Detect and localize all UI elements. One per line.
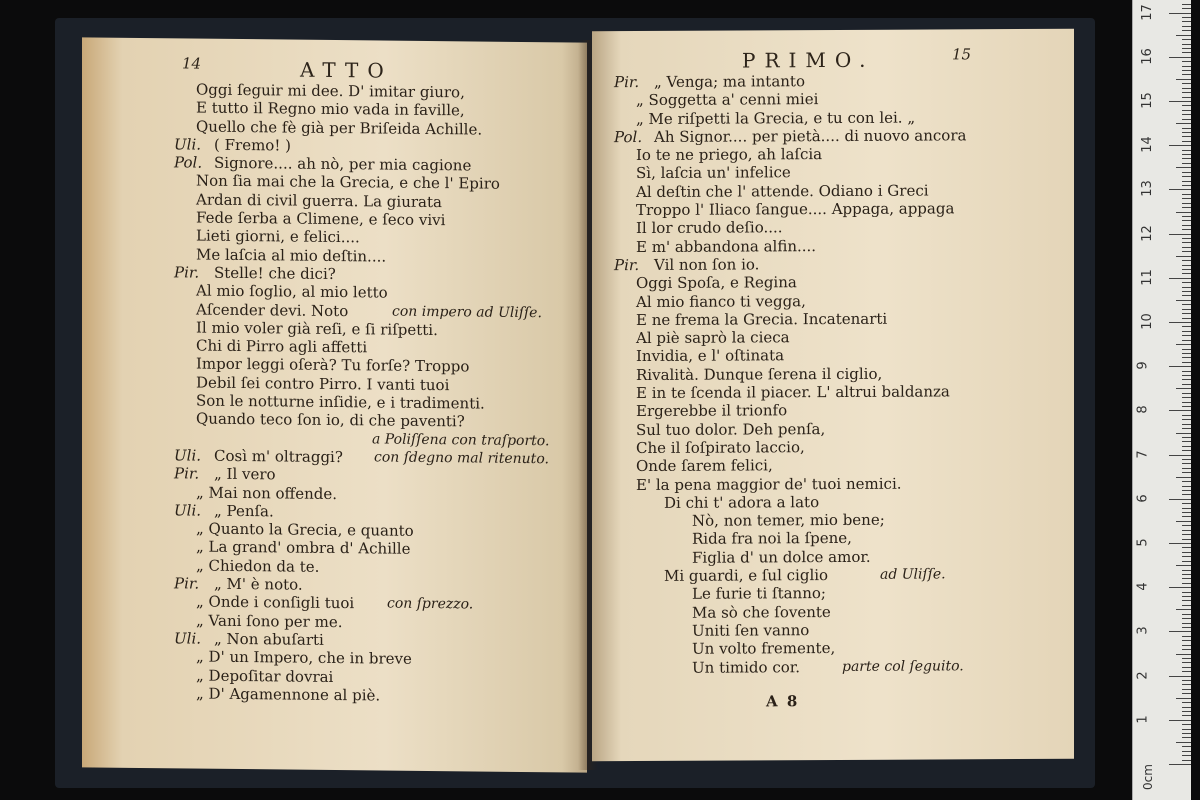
- ruler-tick: [1182, 136, 1191, 137]
- ruler-tick: [1182, 4, 1191, 5]
- ruler-tick: [1182, 119, 1191, 120]
- ruler-tick: [1182, 645, 1191, 646]
- ruler-tick: [1182, 424, 1191, 425]
- ruler-number: 13: [1139, 180, 1155, 198]
- ruler-tick: [1182, 88, 1191, 89]
- ruler-tick: [1169, 499, 1191, 500]
- ruler-tick: [1182, 39, 1191, 40]
- ruler-unit-label: 0cm: [1140, 764, 1155, 790]
- speaker-label: Uli.: [174, 135, 202, 154]
- verse-text: Al mio fianco ti vegga,: [636, 291, 806, 311]
- ruler-tick: [1182, 163, 1191, 164]
- ruler-tick: [1182, 733, 1191, 734]
- ruler-tick: [1182, 44, 1191, 45]
- verse-text: E ne frema la Grecia. Incatenarti: [636, 309, 888, 329]
- verse-text: „ Depoſitar dovrai: [196, 666, 334, 686]
- ruler-tick: [1182, 446, 1191, 447]
- speaker-label: Uli.: [174, 446, 202, 465]
- right-page: [592, 29, 1074, 762]
- ruler-tick: [1169, 322, 1191, 323]
- ruler-number: 4: [1135, 582, 1151, 591]
- catchword: A 8: [766, 692, 800, 711]
- speaker-label: Pir.: [174, 464, 200, 483]
- verse-text: Fede ſerba a Climene, e ſeco vivi: [196, 208, 446, 230]
- verse-text: E' la pena maggior de' tuoi nemici.: [636, 474, 902, 494]
- speaker-label: Uli.: [174, 501, 202, 520]
- ruler-number: 11: [1139, 269, 1155, 286]
- ruler-tick: [1182, 375, 1191, 376]
- verse-text: Che il ſoſpirato laccio,: [636, 438, 805, 457]
- verse-text: E m' abbandona alfin....: [636, 236, 817, 256]
- ruler-tick: [1182, 402, 1191, 403]
- ruler-tick: [1182, 415, 1191, 416]
- left-page: [82, 37, 587, 772]
- stage-direction: con ſprezzo.: [387, 595, 474, 613]
- verse-text: Signore.... ah nò, per mia cagione: [214, 153, 472, 175]
- verse-text: „ Vani ſono per me.: [196, 611, 343, 631]
- ruler-tick: [1176, 300, 1191, 301]
- right-text-block: [592, 71, 1074, 677]
- ruler-tick: [1182, 490, 1191, 491]
- ruler-tick: [1182, 667, 1191, 668]
- ruler-number: 5: [1135, 538, 1151, 547]
- ruler-tick: [1182, 578, 1191, 579]
- ruler-tick: [1176, 344, 1191, 345]
- ruler-tick: [1182, 92, 1191, 93]
- verse-text: Al piè saprò la cieca: [636, 328, 790, 348]
- ruler-number: 1: [1135, 715, 1151, 724]
- ruler-tick: [1182, 556, 1191, 557]
- ruler-tick: [1182, 751, 1191, 752]
- ruler-tick: [1182, 746, 1191, 747]
- ruler-tick: [1182, 636, 1191, 637]
- verse-text: Io te ne priego, ah laſcia: [636, 145, 823, 165]
- measuring-ruler: [1132, 0, 1191, 800]
- ruler-tick: [1182, 468, 1191, 469]
- ruler-tick: [1182, 340, 1191, 341]
- ruler-tick: [1182, 525, 1191, 526]
- ruler-tick: [1182, 570, 1191, 571]
- ruler-tick: [1182, 185, 1191, 186]
- ruler-tick: [1176, 521, 1191, 522]
- verse-text: Invidia, e l' oſtinata: [636, 346, 785, 366]
- verse-text: Nò, non temer, mio bene;: [692, 510, 885, 530]
- verse-text: Le furie ti ſtanno;: [692, 584, 826, 604]
- ruler-tick: [1182, 684, 1191, 685]
- verse-text: Me laſcia al mio deſtin....: [196, 245, 387, 266]
- ruler-tick: [1182, 238, 1191, 239]
- verse-text: „ M' è noto.: [214, 574, 303, 594]
- verse-text: „ Me riſpetti la Grecia, e tu con lei. „: [636, 108, 916, 128]
- ruler-tick: [1176, 79, 1191, 80]
- ruler-tick: [1182, 61, 1191, 62]
- ruler-tick: [1182, 662, 1191, 663]
- ruler-tick: [1169, 410, 1191, 411]
- ruler-tick: [1176, 698, 1191, 699]
- ruler-tick: [1182, 313, 1191, 314]
- ruler-tick: [1176, 477, 1191, 478]
- ruler-tick: [1182, 242, 1191, 243]
- verse-text: „ Il vero: [214, 464, 276, 484]
- ruler-tick: [1182, 194, 1191, 195]
- ruler-tick: [1182, 486, 1191, 487]
- ruler-tick: [1182, 379, 1191, 380]
- verse-text: „ D' Agamennone al piè.: [196, 684, 381, 705]
- verse-text: Oggi Spoſa, e Regina: [636, 273, 797, 293]
- ruler-tick: [1182, 8, 1191, 9]
- verse-text: Sul tuo dolor. Deh penſa,: [636, 419, 826, 439]
- ruler-tick: [1182, 150, 1191, 151]
- verse-text: Un timido cor.: [692, 657, 801, 677]
- ruler-tick: [1176, 123, 1191, 124]
- ruler-tick: [1182, 623, 1191, 624]
- ruler-tick: [1182, 689, 1191, 690]
- ruler-tick: [1182, 702, 1191, 703]
- ruler-tick: [1182, 260, 1191, 261]
- verse-text: E tutto il Regno mio vada in faville,: [196, 98, 465, 120]
- verse-text: E in te ſcenda il piacer. L' altrui baldanza: [636, 382, 950, 403]
- ruler-tick: [1182, 172, 1191, 173]
- ruler-tick: [1182, 393, 1191, 394]
- ruler-tick: [1182, 406, 1191, 407]
- ruler-tick: [1182, 680, 1191, 681]
- speaker-label: Pol.: [614, 127, 643, 147]
- ruler-tick: [1169, 101, 1191, 102]
- left-text-block: [82, 79, 587, 706]
- ruler-tick: [1176, 565, 1191, 566]
- verse-text: Mi guardi, e ſul ciglio: [664, 566, 829, 585]
- ruler-tick: [1182, 335, 1191, 336]
- ruler-tick: [1182, 592, 1191, 593]
- text-line: [592, 656, 1074, 677]
- ruler-tick: [1182, 304, 1191, 305]
- verse-text: „ Chiedon da te.: [196, 556, 320, 576]
- left-page-number: 14: [182, 54, 202, 73]
- ruler-tick: [1182, 158, 1191, 159]
- ruler-tick: [1169, 189, 1191, 190]
- speaker-label: Pir.: [174, 263, 200, 282]
- verse-text: Sì, laſcia un' infelice: [636, 163, 791, 183]
- ruler-tick: [1182, 450, 1191, 451]
- ruler-tick: [1182, 287, 1191, 288]
- verse-text: Quando teco ſon io, di che paventi?: [196, 409, 465, 431]
- verse-text: Un volto fremente,: [692, 639, 836, 658]
- verse-text: Ah Signor.... per pietà.... di nuovo ancora: [654, 126, 967, 146]
- ruler-tick: [1182, 397, 1191, 398]
- ruler-tick: [1182, 530, 1191, 531]
- ruler-tick: [1182, 273, 1191, 274]
- verse-text: Aſcender devi. Noto: [196, 300, 349, 320]
- ruler-tick: [1182, 463, 1191, 464]
- ruler-tick: [1169, 587, 1191, 588]
- speaker-label: Pol.: [174, 153, 203, 172]
- right-running-header: PRIMO.: [742, 47, 875, 73]
- ruler-tick: [1182, 724, 1191, 725]
- ruler-tick: [1182, 512, 1191, 513]
- ruler-tick: [1182, 141, 1191, 142]
- ruler-tick: [1182, 52, 1191, 53]
- ruler-tick: [1182, 693, 1191, 694]
- ruler-tick: [1169, 234, 1191, 235]
- ruler-tick: [1182, 547, 1191, 548]
- ruler-tick: [1176, 654, 1191, 655]
- ruler-tick: [1182, 331, 1191, 332]
- ruler-tick: [1182, 318, 1191, 319]
- ruler-tick: [1176, 388, 1191, 389]
- speaker-label: Pir.: [174, 574, 200, 593]
- ruler-number: 2: [1135, 670, 1151, 680]
- stage-direction: parte col ſeguito.: [842, 657, 964, 675]
- ruler-tick: [1182, 707, 1191, 708]
- ruler-number: 6: [1135, 494, 1151, 503]
- ruler-tick: [1182, 251, 1191, 252]
- ruler-tick: [1182, 70, 1191, 71]
- right-page-number: 15: [952, 45, 972, 64]
- ruler-tick: [1182, 600, 1191, 601]
- ruler-number: 16: [1139, 48, 1155, 65]
- ruler-tick: [1182, 503, 1191, 504]
- stage-direction: con impero ad Uliſſe.: [392, 303, 542, 321]
- ruler-tick: [1182, 265, 1191, 266]
- ruler-number: 14: [1139, 136, 1155, 153]
- verse-text: „ Non abuſarti: [214, 629, 324, 649]
- ruler-tick: [1169, 455, 1191, 456]
- verse-text: Chi di Pirro agli affetti: [196, 336, 368, 357]
- verse-text: Quello che fè già per Briſeida Achille.: [196, 117, 483, 139]
- verse-text: „ D' un Impero, che in breve: [196, 647, 412, 669]
- ruler-tick: [1182, 494, 1191, 495]
- ruler-number: 3: [1135, 626, 1151, 636]
- ruler-tick: [1182, 384, 1191, 385]
- ruler-tick: [1182, 48, 1191, 49]
- ruler-tick: [1182, 671, 1191, 672]
- ruler-number: 17: [1139, 3, 1155, 21]
- ruler-tick: [1182, 561, 1191, 562]
- verse-text: Non ſia mai che la Grecia, e che l' Epiro: [196, 172, 500, 194]
- verse-text: Così m' oltraggi?: [214, 446, 343, 467]
- ruler-tick: [1169, 631, 1191, 632]
- ruler-tick: [1182, 198, 1191, 199]
- ruler-tick: [1182, 203, 1191, 204]
- ruler-tick: [1182, 419, 1191, 420]
- verse-text: Ardan di civil guerra. La giurata: [196, 190, 442, 211]
- ruler-tick: [1169, 57, 1191, 58]
- verse-text: „ La grand' ombra d' Achille: [196, 537, 411, 559]
- ruler-tick: [1182, 574, 1191, 575]
- ruler-tick: [1182, 74, 1191, 75]
- verse-text: Lieti giorni, e felici....: [196, 226, 360, 247]
- ruler-tick: [1182, 295, 1191, 296]
- verse-text: Onde ſarem felici,: [636, 456, 773, 476]
- ruler-tick: [1182, 711, 1191, 712]
- ruler-tick: [1182, 247, 1191, 248]
- verse-text: Troppo l' Iliaco ſangue.... Appaga, appaga: [636, 199, 955, 220]
- verse-text: „ Venga; ma intanto: [654, 72, 805, 91]
- ruler-tick: [1182, 649, 1191, 650]
- ruler-tick: [1169, 13, 1191, 14]
- ruler-tick: [1169, 543, 1191, 544]
- ruler-tick: [1182, 97, 1191, 98]
- ruler-tick: [1182, 534, 1191, 535]
- ruler-tick: [1182, 583, 1191, 584]
- ruler-number: 7: [1135, 449, 1151, 459]
- ruler-tick: [1182, 110, 1191, 111]
- ruler-tick: [1182, 516, 1191, 517]
- ruler-tick: [1176, 212, 1191, 213]
- ruler-tick: [1182, 154, 1191, 155]
- ruler-tick: [1182, 349, 1191, 350]
- ruler-tick: [1176, 742, 1191, 743]
- ruler-tick: [1182, 755, 1191, 756]
- ruler-tick: [1182, 614, 1191, 615]
- verse-text: Ergerebbe il trionfo: [636, 401, 788, 421]
- ruler-tick: [1182, 627, 1191, 628]
- speaker-label: Pir.: [614, 255, 640, 275]
- speaker-label: Uli.: [174, 629, 202, 648]
- verse-text: Rida fra noi la ſpene,: [692, 529, 852, 549]
- ruler-tick: [1169, 764, 1191, 765]
- ruler-tick: [1169, 366, 1191, 367]
- ruler-tick: [1182, 605, 1191, 606]
- ruler-tick: [1182, 114, 1191, 115]
- verse-text: „ Quanto la Grecia, e quanto: [196, 519, 414, 540]
- verse-text: Son le notturne inſidie, e i tradimenti.: [196, 391, 485, 413]
- ruler-tick: [1182, 21, 1191, 22]
- ruler-tick: [1182, 437, 1191, 438]
- ruler-tick: [1169, 676, 1191, 677]
- verse-text: „ Penſa.: [214, 501, 274, 521]
- ruler-number: 9: [1135, 361, 1151, 370]
- verse-text: Impor leggi oſerà? Tu forſe? Troppo: [196, 355, 470, 376]
- verse-text: Il lor crudo deſio....: [636, 218, 783, 238]
- ruler-tick: [1182, 371, 1191, 372]
- ruler-tick: [1182, 362, 1191, 363]
- ruler-number: 15: [1139, 92, 1155, 109]
- verse-text: Al mio ſoglio, al mio letto: [196, 281, 388, 302]
- ruler-tick: [1182, 729, 1191, 730]
- verse-text: Rivalità. Dunque ſerena il ciglio,: [636, 364, 883, 384]
- ruler-tick: [1182, 291, 1191, 292]
- speaker-label: Pir.: [614, 73, 640, 92]
- ruler-tick: [1182, 481, 1191, 482]
- verse-text: „ Onde i conſigli tuoi: [196, 592, 355, 613]
- ruler-tick: [1182, 459, 1191, 460]
- ruler-tick: [1182, 216, 1191, 217]
- ruler-tick: [1182, 357, 1191, 358]
- ruler-tick: [1182, 220, 1191, 221]
- ruler-tick: [1182, 30, 1191, 31]
- ruler-tick: [1182, 225, 1191, 226]
- ruler-tick: [1182, 539, 1191, 540]
- verse-text: Vil non ſon io.: [654, 255, 760, 274]
- ruler-tick: [1169, 145, 1191, 146]
- ruler-tick: [1176, 167, 1191, 168]
- verse-text: ( Fremo! ): [214, 135, 291, 155]
- ruler-tick: [1182, 596, 1191, 597]
- ruler-number: 12: [1139, 224, 1155, 242]
- ruler-tick: [1176, 256, 1191, 257]
- ruler-number: 8: [1135, 405, 1151, 415]
- stage-direction: a Poliſſena con traſporto.: [372, 431, 550, 449]
- ruler-tick: [1182, 132, 1191, 133]
- verse-text: „ Soggetta a' cenni miei: [636, 90, 819, 110]
- ruler-tick: [1182, 658, 1191, 659]
- verse-text: Uniti ſen vanno: [692, 621, 810, 640]
- ruler-tick: [1182, 105, 1191, 106]
- verse-text: Oggi ſeguir mi dee. D' imitar giuro,: [196, 80, 465, 102]
- ruler-tick: [1182, 176, 1191, 177]
- ruler-tick: [1182, 26, 1191, 27]
- verse-text: „ Mai non offende.: [196, 483, 337, 503]
- ruler-tick: [1169, 278, 1191, 279]
- ruler-tick: [1182, 715, 1191, 716]
- ruler-tick: [1176, 433, 1191, 434]
- ruler-tick: [1182, 441, 1191, 442]
- stage-direction: ad Uliſſe.: [880, 566, 946, 583]
- ruler-tick: [1182, 181, 1191, 182]
- stage-direction: con ſdegno mal ritenuto.: [374, 449, 549, 468]
- ruler-tick: [1182, 229, 1191, 230]
- verse-text: Il mio voler già reſi, e ſi riſpetti.: [196, 318, 438, 339]
- ruler-tick: [1182, 83, 1191, 84]
- ruler-tick: [1182, 353, 1191, 354]
- ruler-tick: [1182, 472, 1191, 473]
- verse-text: Al deſtin che l' attende. Odiano i Greci: [636, 181, 929, 201]
- ruler-tick: [1182, 128, 1191, 129]
- ruler-tick: [1182, 640, 1191, 641]
- text-line: [82, 683, 587, 707]
- ruler-tick: [1182, 282, 1191, 283]
- ruler-tick: [1176, 35, 1191, 36]
- left-running-header: ATTO: [300, 57, 393, 83]
- ruler-tick: [1182, 618, 1191, 619]
- ruler-tick: [1182, 66, 1191, 67]
- verse-text: Debil ſei contro Pirro. I vanti tuoi: [196, 373, 450, 394]
- ruler-tick: [1182, 207, 1191, 208]
- ruler-tick: [1182, 309, 1191, 310]
- ruler-tick: [1182, 17, 1191, 18]
- ruler-tick: [1182, 737, 1191, 738]
- ruler-tick: [1182, 760, 1191, 761]
- verse-text: Figlia d' un dolce amor.: [692, 547, 871, 567]
- verse-text: Ma sò che ſovente: [692, 602, 831, 622]
- ruler-tick: [1182, 428, 1191, 429]
- verse-text: Stelle! che dici?: [214, 263, 336, 283]
- ruler-tick: [1182, 326, 1191, 327]
- ruler-number: 10: [1139, 313, 1155, 330]
- verse-text: Di chi t' adora a lato: [664, 492, 820, 512]
- ruler-tick: [1182, 269, 1191, 270]
- ruler-tick: [1169, 720, 1191, 721]
- ruler-tick: [1182, 508, 1191, 509]
- ruler-tick: [1176, 609, 1191, 610]
- ruler-tick: [1182, 552, 1191, 553]
